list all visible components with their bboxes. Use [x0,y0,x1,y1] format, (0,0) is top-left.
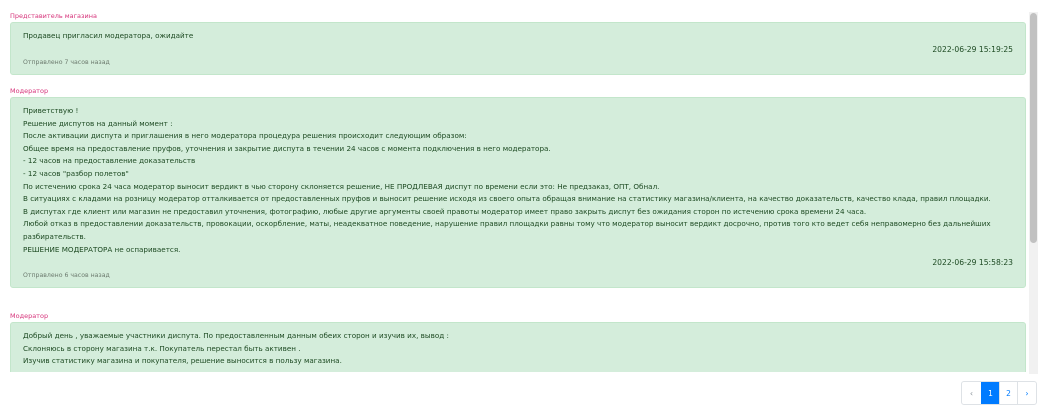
message-text-line: После активации диспута и приглашения в него модератора процедура решения происходит следующим образом: [23,131,467,141]
message-text-line: Любой отказ в предоставлении доказательств, провокации, оскорбление, маты, неадекватное поведение, нарушение правил площадки равны тому что модератор выносит вердикт досрочно, против того кто ведет себя неправомерно без дальнейших разбирательств. [23,219,993,241]
message-bubble [10,97,1026,288]
message-text-line: - 12 часов "разбор полетов" [23,168,129,178]
message-sender: Представитель магазина [10,12,97,20]
message-bubble [10,22,1026,75]
pagination-page-2[interactable]: 2 [999,382,1017,404]
message-text-line: Склоняюсь в сторону магазина т.к. Покупатель перестал быть активен . [23,343,301,353]
message-text-line: В ситуациях с кладами на розницу модератор отталкивается от предоставленных пруфов и выносит решение исходя из своего опыта обращая внимание на статистику магазина/клиента, на качество доказательств, качество клада, правил площадки. [23,194,991,204]
message-text-line: Продавец пригласил модератора, ожидайте [23,31,194,40]
pagination-prev-button[interactable]: ‹ [969,388,974,398]
scrollbar-thumb[interactable] [1030,13,1037,243]
message-sender: Модератор [10,312,49,320]
message-sender: Модератор [10,87,49,95]
message-text-line: По истечению срока 24 часа модератор выносит вердикт в чью сторону склоняется решение, НЕ ПРОДЛЕВАЯ диспут по времени если это: Не предзаказ, ОПТ, Обнал. [23,181,660,191]
pagination [961,381,1037,405]
message-text-line: РЕШЕНИЕ МОДЕРАТОРА не оспаривается. [23,244,181,254]
message-text-line: В диспутах где клиент или магазин не предоставил уточнения, фотографию, любые другие аргументы своей правоты модератор имеет право закрыть диспут без ожидания сторон по истечению срока времени 24 часа. [23,206,867,216]
pagination-next-button[interactable]: › [1017,382,1036,404]
message-text-line: - 12 часов на предоставление доказательств [23,156,196,166]
message-sent-ago: Отправлено 6 часов назад [23,272,110,280]
message-text-line: Общее время на предоставление пруфов, уточнения и закрытие диспута в течении 24 часов с момента подключения в него модератора. [23,143,551,153]
message-timestamp: 2022-06-29 15:19:25 [932,44,1013,54]
message-sent-ago: Отправлено 7 часов назад [23,58,110,66]
message-timestamp: 2022-06-29 15:58:23 [932,258,1013,268]
pagination-page-1[interactable]: 1 [981,382,999,404]
message-text-line: Изучив статистику магазина и покупателя, решение выносится в пользу магазина. [23,356,342,366]
message-text-line: Приветствую ! [23,106,79,115]
message-item [10,12,1026,75]
message-item [10,312,1026,372]
message-bubble [10,322,1026,372]
message-text-line: Добрый день , уважаемые участники диспута. По предоставленным данным обеих сторон и изучив их, вывод : [23,331,449,340]
message-item [10,87,1026,288]
feed-scrollbar[interactable] [1029,12,1038,374]
message-text-line: Решение диспутов на данный момент : [23,118,173,128]
